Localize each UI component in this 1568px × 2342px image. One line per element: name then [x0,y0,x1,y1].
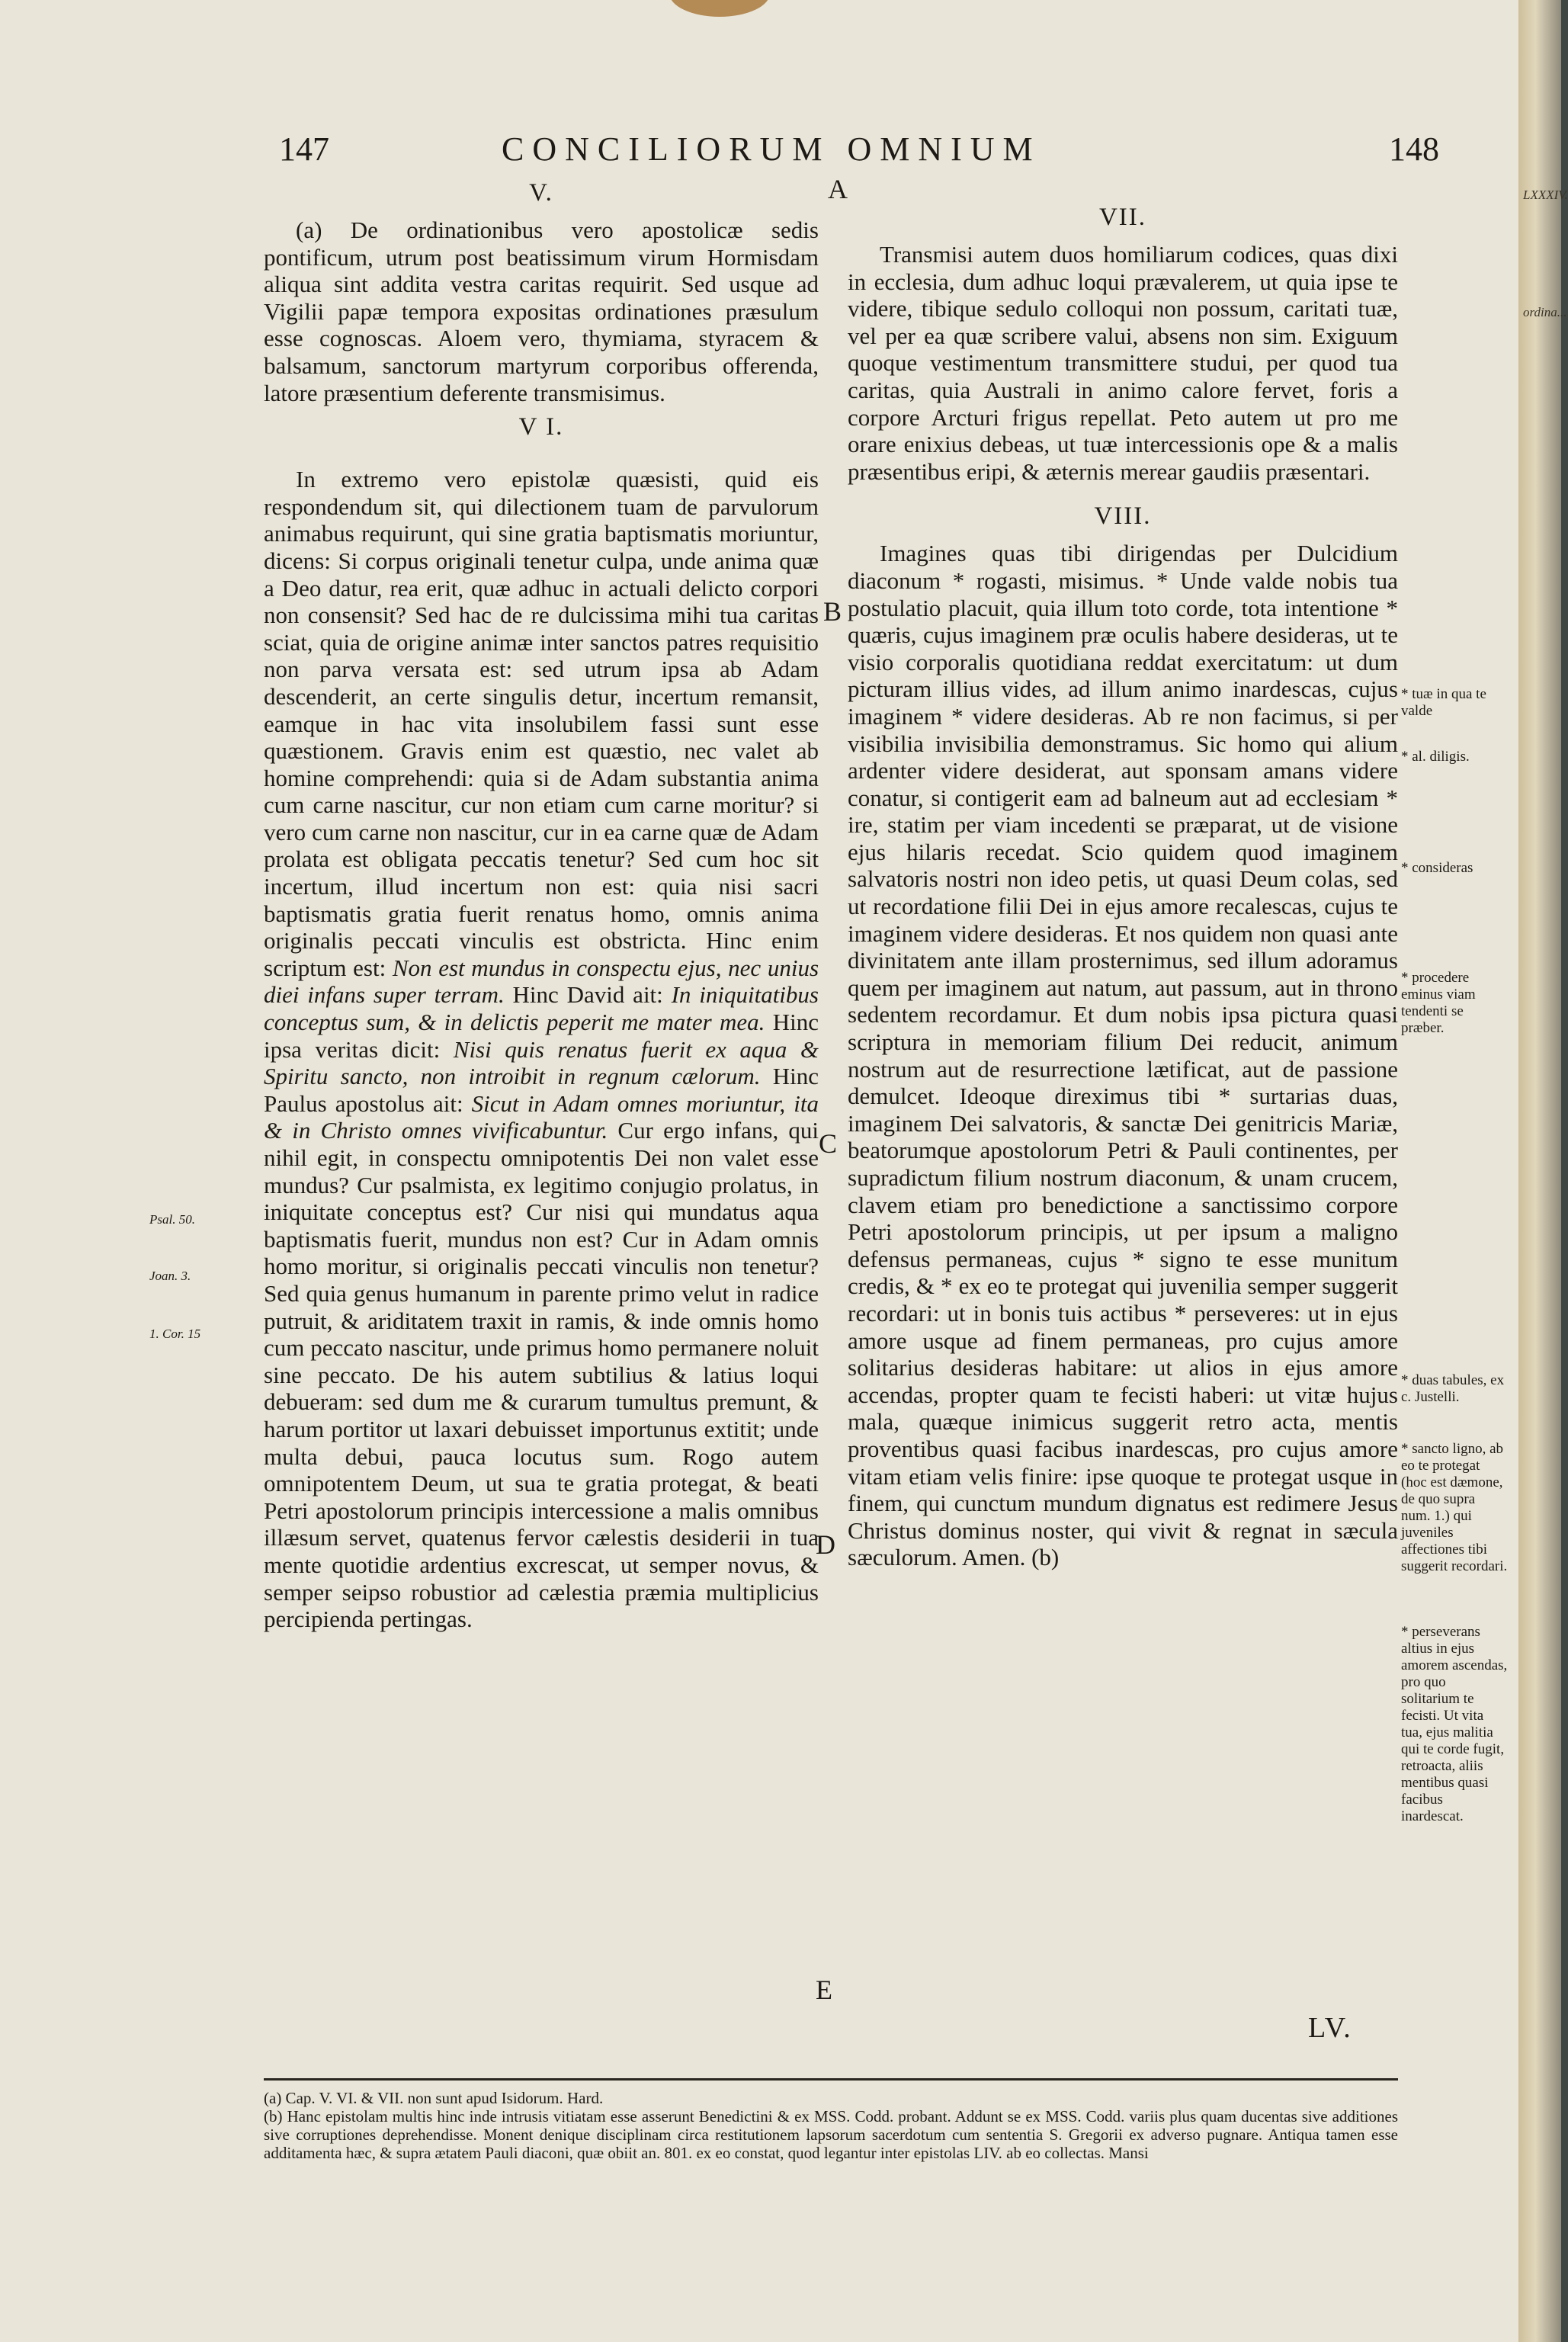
margin-note-7: * perseverans altius in ejus amorem ascendas, pro quo solitarium te fecisti. Ut vita tua, ejus malitia qui te corde fugit, retroacta, aliis mentibus quasi facibus inardescat. [1401,1624,1508,1824]
paragraph-viii: Imagines quas tibi dirigendas per Dulcidium diaconum * rogasti, misimus. * Unde valde nobis tua postulatio placuit, quia illum toto corde, tota intentione * quæris, cujus imaginem præ oculis habere desideras, ut te visio corporalis quotidiana reddat exercitatum: ut dum picturam illius vides, ad illum animo inardescas, cujus imaginem * videre desideras. Ab re non facimus, si per visibilia invisibilia demonstramus. Sic homo qui alium ardenter videre desiderat, aut sponsam amans videre conatur, si contigerit eam ad balneum aut ad ecclesiam * ire, statim per viam incedenti se præparat, ut de visione ejus hilaris recedat. Scio quidem quod imaginem salvatoris nostri non ideo petis, ut quasi Deum colas, sed ut recordatione filii Dei in ejus amore recalescas, cujus te imaginem videre desideras. Et nos quidem non quasi ante divinitatem ante illam prosternimus, sed illum adoramus quem per imaginem aut natum, aut passum, aut in throno sedentem recordamur. Et dum nobis ipsa pictura quasi scriptura in memoriam filium Dei reducit, animum nostrum aut de resurrectione lætificat, aut de passione demulcet. Ideoque direximus tibi * surtarias duas, imaginem Dei salvatoris, & sanctæ Dei genitricis Mariæ, beatorumque apostolorum Petri & Pauli continentes, per supradictum filium nostrum diaconum, & unam crucem, clavem etiam pro benedictione a sanctissimo corpore Petri apostolorum principis, ut per ipsum a maligno defensus permaneas, cujus * signo te esse munitum credis, & * ex eo te protegat qui juvenilia semper suggerit recordari: ut in bonis tuis actibus * perseveres: ut in ejus amore usque ad finem permaneas, pro cujus amore solitarius desideras habitare: ut alios in ejus amore accendas, propter quam te fecisti haberi: ut vitæ hujus mala, quæque inimicus suggerit retro acta, mentis proventibus quasi facibus inardescas, pro cujus amore vitam etiam velis finire: ipse quoque te protegat usque in finem, qui cunctum mundum dignatus est redimere Jesus Christus dominus noster, qui vivit & regnat in sæcula sæculorum. Amen. (b) [848,540,1398,1571]
adjacent-page-edge [1518,0,1568,2342]
margin-ref-john: Joan. 3. [149,1269,191,1283]
section-heading-viii: VIII. [1094,502,1152,531]
page-number-left: 147 [279,130,329,168]
section-marker-d: D [816,1529,835,1560]
section-heading-vii: VII. [1098,204,1147,231]
margin-note-1: * tuæ in qua te valde [1401,686,1486,719]
paragraph-vi-text-3: Hinc ipsa veritas dicit: [264,1009,819,1063]
scripture-quote-2: In iniquitatibus conceptus sum, & in delictis peperit me mater mea. [264,981,819,1036]
margin-ref-psalm: Psal. 50. [149,1212,195,1227]
section-marker-c: C [819,1128,838,1159]
paragraph-vi [264,466,819,1633]
paragraph-vii: Transmisi autem duos homiliarum codices, quas dixi in ecclesia, dum adhuc loqui prævalerem, ut quia ipse te videre, tibique sedulo colloqui non possum, caritati tuæ, vel per ea quæ scribere valui, absens non sim. Exiguum quoque vestimentum transmittere studui, per quod tua caritas, quia Australi in animo calore fervet, foris a corpore Arcturi frigus repellat. Peto autem ut pro me orare enixius debeas, ut tuæ intercessionis ope & a malis præsentibus eripi, & æternis merear gaudiis præsentari. [848,241,1398,485]
page-tab-marker [669,0,770,17]
paragraph-vi-text-5: Cur ergo infans, qui nihil egit, in conspectu omnipotentis Dei non valet esse mundus? Cur psalmista, ex legitimo conjugio prolatus, in iniquitate conceptus est? Cur nisi qui mundatus aqua baptismatis fuerit, mundus non est? Cur in Adam omnis homo moritur, si originalis peccati vinculis non tenetur? Sed quia genus humanum in parente primo velut in radice putruit, & ariditatem traxit in ramis, & inde omnis homo cum peccato nascitur, unde primus homo permanere noluit sine peccato. De his autem subtilius & latius loqui debueram: sed dum me & curarum tumultus premunt, & harum portitor ut laxari debuisset importunus extitit; unde multa debui, pauca locutus sum. Rogo autem omnipotentem Deum, ut sua te gratia protegat, & beati Petri apostolorum principis intercessione a malis omnibus illæsum servet, quatenus fervor cælestis desiderii in tua mente quotidie ardentius excrescat, ut semper novus, & semper seipso robustior ad cælestia præmia multiplicius percipienda pertingas. [264,1117,819,1633]
paragraph-v: (a) De ordinationibus vero apostolicæ sedis pontificum, utrum post beatissimum virum Hormisdam aliqua sint addita vestra caritas requirit. Sed usque ad Vigilii papæ tempora expositas ordinationes præsulum esse cognoscas. Aloem vero, thymiama, styracem & balsamum, sanctorum martyrum corporibus offerenda, latore præsentium deferente transmisimus. [264,217,819,406]
footnote-b: (b) Hanc epistolam multis hinc inde intrusis vitiatam esse asserunt Benedictini & ex MSS. Codd. probant. Addunt se ex MSS. Codd. variis plus quam ducentas sive additiones sive corruptiones deprehendisse. Monent denique disciplinam circa restitutionem lapsorum sacerdotum cum sententia S. Gregorii ex adverso pugnare. Antiqua tamen esse additamenta hæc, & supra ætatem Pauli diaconi, quæ obiit an. 801. ex eo constat, quod legantur inter epistolas LIV. ab eo collectas. Mansi [264,2107,1398,2162]
section-marker-e: E [816,1975,832,2005]
footnote-a: (a) Cap. V. VI. & VII. non sunt apud Isidorum. Hard. [264,2089,604,2107]
running-header [0,127,1518,172]
margin-note-2: * al. diligis. [1401,749,1470,765]
page-number-right: 148 [1389,130,1439,168]
edge-fragment-2: ordina... [1523,305,1567,319]
paragraph-vi-text-1: In extremo vero epistolæ quæsisti, quid eis respondendum sit, qui dilectionem tuam de parvulorum animabus requirunt, qui sine gratia baptismatis moriuntur, dicens: Si corpus originali tenetur culpa, unde anima quæ a Deo datur, rea erit, quæ adhuc in actuali delicto corpori non consensit? Sed hac de re dulcissima mihi tua caritas sciat, quia de origine animæ inter sanctos patres requisitio non parva versata est: sed utrum ipsa ab Adam descenderit, an certe singulis detur, incertum remansit, eamque in hac vita insolubilem fassi sunt esse quæstionem. Gravis enim est quæstio, nec valet ab homine comprehendi: quia si de Adam substantia anima cum carne nascitur, cur non etiam cum carne moritur? si vero cum carne non nascitur, cur in ea carne quæ de Adam prolata est obligata peccatis tenetur? Sed cum hoc sit incertum, illud incertum non est: quia nisi sacri baptismatis gratia fuerit renatus homo, omnis anima originalis peccati vinculis est obstricta. Hinc enim scriptum est: [264,466,819,981]
scripture-quote-3: Nisi quis renatus fuerit ex aqua & Spiritu sancto, non introibit in regnum cælorum. [264,1035,819,1090]
running-title: CONCILIORUM OMNIUM [502,130,1041,168]
scripture-quote-4: Sicut in Adam omnes moriuntur, ita & in Christo omnes vivificabuntur. [264,1089,819,1144]
margin-note-4: * procedere eminus viam tendenti se præber. [1401,970,1476,1036]
next-document-number: LV. [1308,2012,1352,2044]
section-marker-a: A [828,174,848,204]
footnote-rule [264,2078,1398,2081]
section-marker-b: B [823,596,842,627]
section-heading-v: V. [529,179,553,207]
edge-fragment-1: LXXXIV. [1523,188,1568,202]
paragraph-vi-text-2: Hinc David ait: [512,981,663,1009]
margin-ref-corinthians: 1. Cor. 15 [149,1327,201,1341]
left-column [264,172,819,1633]
scripture-quote-1: Non est mundus in conspectu ejus, nec unius diei infans super terram. [264,954,819,1009]
footnotes [264,2089,1398,2162]
margin-note-5: * duas tabules, ex c. Justelli. [1401,1372,1505,1405]
section-heading-vi: V I. [518,413,564,441]
margin-note-6: * sancto ligno, ab eo te protegat (hoc est dæmone, de quo supra num. 1.) qui juveniles affectiones tibi suggerit recordari. [1401,1441,1508,1574]
margin-note-3: * consideras [1401,860,1473,876]
paragraph-vi-text-4: Hinc Paulus apostolus ait: [264,1063,819,1117]
right-column [848,197,1398,1571]
